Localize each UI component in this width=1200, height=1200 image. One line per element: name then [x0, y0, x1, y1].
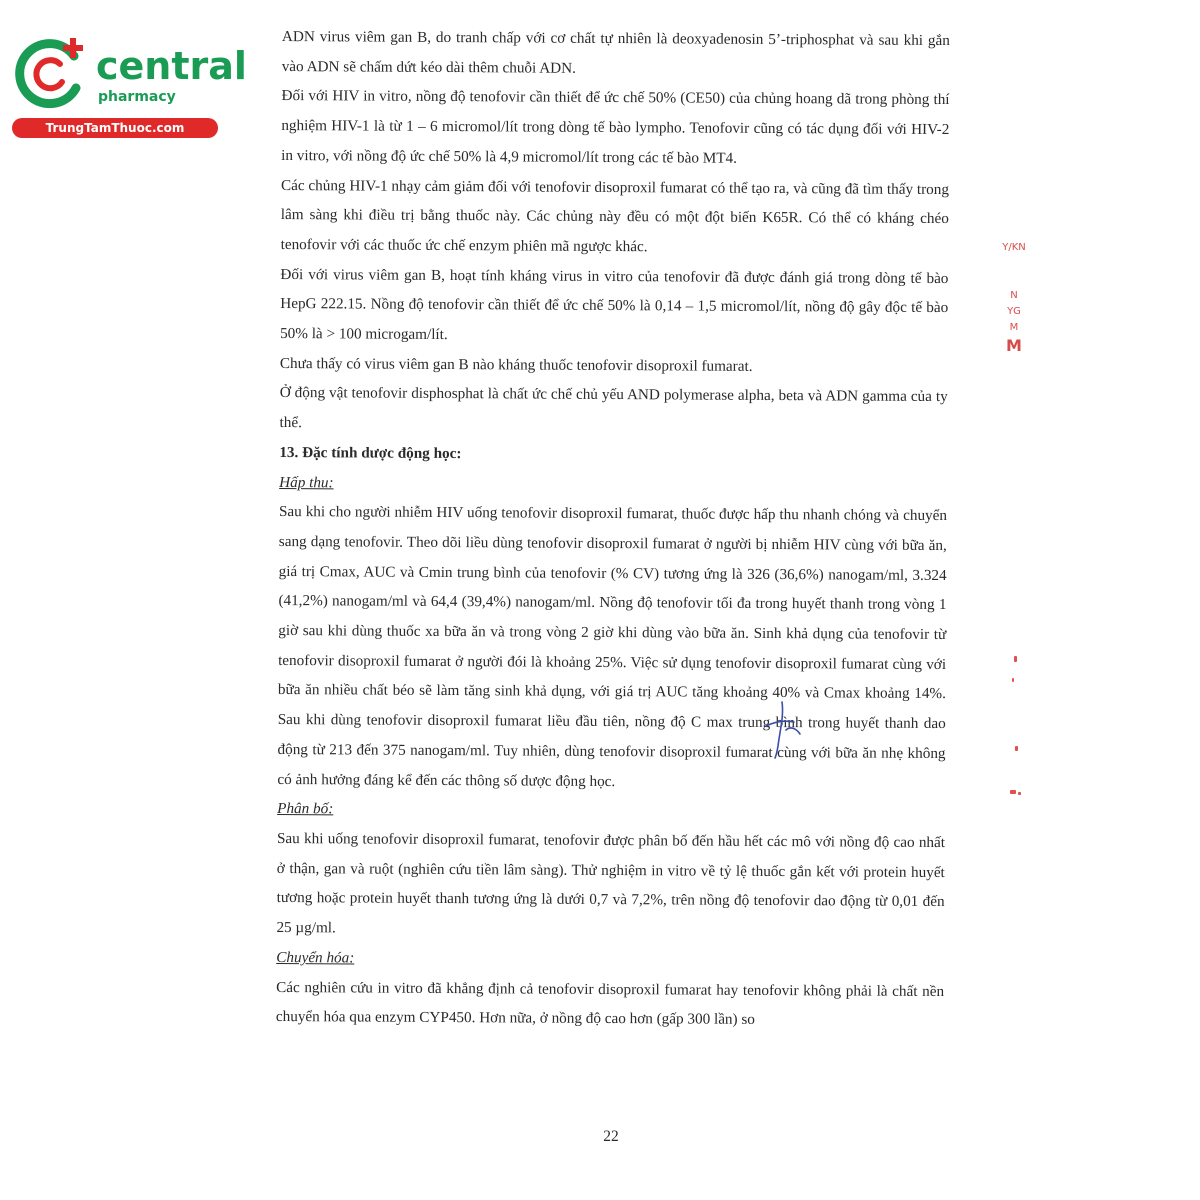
metabolism-heading: Chuyển hóa: [276, 948, 355, 967]
margin-dash [1012, 678, 1014, 682]
paragraph-resistant-strains: Các chủng HIV-1 nhạy cảm giảm đối với tenofovir disoproxil fumarat có thể tạo ra, và cũng đã tìm thấy trong lâm sàng khi điều trị bằng thuốc này. Các chủng này đều có một đột biến K65R. Có thể có kháng chéo tenofovir với các thuốc ức chế enzym phiên mã ngược khác. [280, 176, 950, 256]
paragraph-no-resistance: Chưa thấy có virus viêm gan B nào kháng thuốc tenofovir disoproxil fumarat. [279, 354, 753, 375]
margin-dash [1018, 792, 1021, 795]
paragraph-adn: ADN virus viêm gan B, do tranh chấp với cơ chất tự nhiên là deoxyadenosin 5’-triphosphat và sau khi gắn vào ADN sẽ chấm dứt kéo dài thêm chuỗi ADN. [281, 27, 950, 77]
margin-dash [1015, 746, 1018, 751]
margin-dash [1010, 790, 1016, 794]
margin-marks [1006, 650, 1026, 810]
section-heading: 13. Đặc tính dược động học: [279, 443, 462, 462]
absorption-text: Sau khi cho người nhiễm HIV uống tenofovir disoproxil fumarat, thuốc được hấp thu nhanh chóng và chuyển sang dạng tenofovir. Theo dõi liều dùng tenofovir disoproxil fumarat ở người bị nhiễm HIV cùng với bữa ăn, giá trị Cmax, AUC và Cmin trung bình của tenofovir (% CV) tương ứng là 326 (36,6%) nanogam/ml, 3.324 (41,2%) nanogam/ml và 64,4 (39,4%) nanogam/ml. Nồng độ tenofovir tối đa trong huyết thanh trong vòng 1 giờ sau khi dùng thuốc xa bữa ăn và trong vòng 2 giờ khi dùng vào bữa ăn. Sinh khả dụng của tenofovir từ tenofovir disoproxil fumarat ở người đói là khoảng 25%. Việc sử dụng tenofovir disoproxil fumarat cùng với bữa ăn nhiều chất béo sẽ làm tăng sinh khả dụng, với giá trị AUC tăng khoảng 40% và Cmax khoảng 14%. Sau khi dùng tenofovir disoproxil fumarat liều đầu tiên, nồng độ C max trung bình trong huyết thanh dao động từ 213 đến 375 nanogam/ml. Tuy nhiên, dùng tenofovir disoproxil fumarat cùng với bữa ăn nhẹ không có ảnh hưởng đáng kể đến các thông số dược động học. [277, 503, 948, 790]
document-page [276, 22, 950, 1036]
metabolism-text: Các nghiên cứu in vitro đã khẳng định cả tenofovir disoproxil fumarat hay tenofovir không phải là chất nền chuyển hóa qua enzym CYP450. Hơn nữa, ở nồng độ cao hơn (gấp 300 lần) so [275, 978, 945, 1029]
stamp-glyph: M [1006, 336, 1022, 355]
paragraph-animal-polymerase: Ở động vật tenofovir disphosphat là chất ức chế chủ yếu AND polymerase alpha, beta và ADN gamma của ty thể. [279, 384, 948, 432]
distribution-text: Sau khi uống tenofovir disoproxil fumarat, tenofovir được phân bố đến hầu hết các mô với nồng độ cao nhất ở thận, gan và ruột (nghiên cứu tiền lâm sàng). Thử nghiệm in vitro về tỷ lệ thuốc gắn kết với protein huyết tương hoặc protein huyết thanh tương ứng là dưới 0,7 và 7,2%, trên nồng độ tenofovir dao động từ 0,01 đến 25 µg/ml. [276, 829, 946, 937]
margin-stamp [996, 240, 1032, 380]
stamp-glyph: Y/KN [1002, 242, 1026, 253]
stamp-glyph: N [1010, 290, 1018, 301]
logo-name: central [96, 44, 247, 88]
logo-url-badge[interactable]: TrungTamThuoc.com [12, 118, 218, 138]
page-number: 22 [603, 1128, 619, 1145]
absorption-heading: Hấp thu: [279, 473, 334, 491]
stamp-glyph: M [1009, 322, 1019, 333]
distribution-heading: Phân bố: [277, 800, 334, 818]
stamp-glyph: YG [1007, 306, 1021, 317]
pen-initial-scribble [760, 700, 810, 760]
pharmacy-logo-icon [10, 36, 92, 108]
paragraph-hbv-activity: Đối với virus viêm gan B, hoạt tính kháng virus in vitro của tenofovir đã được đánh giá trong dòng tế bào HepG 222.15. Nồng độ tenofovir cần thiết để ức chế 50% là 0,14 – 1,5 micromol/lít, nồng độ gây độc tế bào 50% là > 100 microgam/lít. [280, 265, 949, 344]
paragraph-hiv-in-vitro: Đối với HIV in vitro, nồng độ tenofovir cần thiết để ức chế 50% (CE50) của chủng hoang dã trong phòng thí nghiệm HIV-1 là từ 1 – 6 micromol/lít trong dòng tế bào lympho. Tenofovir cũng có tác dụng đối với HIV-2 in vitro, với nồng độ ức chế 50% là 4,9 micromol/lít trong các tế bào MT4. [281, 87, 950, 167]
brand-logo[interactable] [10, 36, 247, 136]
logo-subtitle: pharmacy [98, 89, 176, 105]
margin-dash [1014, 656, 1017, 662]
